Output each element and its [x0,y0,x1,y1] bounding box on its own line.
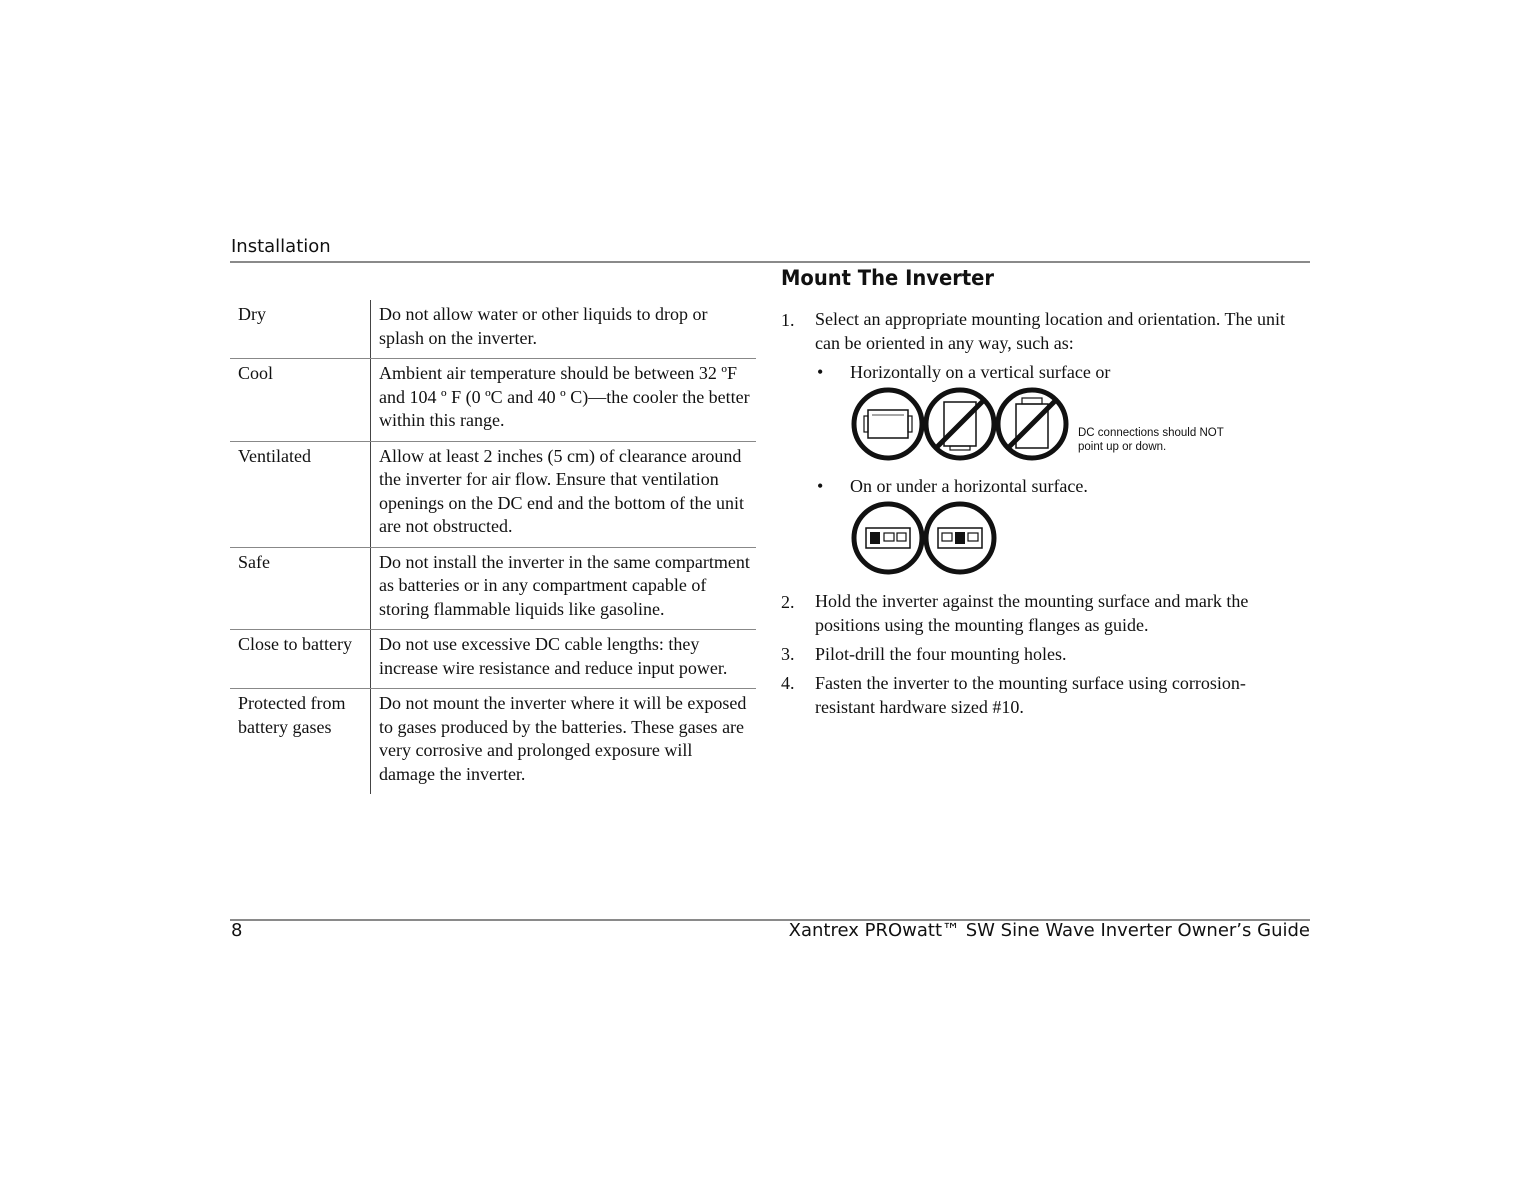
orientation-prohibited-icon [926,390,994,458]
table-term: Protected from battery gases [230,689,371,794]
orientation-prohibited-icon [998,390,1066,458]
figure-note: DC connections should NOT point up or down. [1078,427,1224,453]
table-desc: Do not allow water or other liquids to drop or splash on the inverter. [379,304,708,348]
bullet-text: On or under a horizontal surface. [850,476,1088,496]
bullet-text: Horizontally on a vertical surface or [850,362,1111,382]
step-number: 4. [781,673,795,693]
table-desc: Do not install the inverter in the same compartment as batteries or in any compartment capable of storing flammable liquids like gasoline. [379,551,750,619]
step-number: 2. [781,592,795,612]
step-text: Pilot-drill the four mounting holes. [815,644,1067,664]
table-term: Cool [230,359,371,441]
table-term: Ventilated [230,442,371,547]
table-row [230,630,756,689]
step-text: Select an appropriate mounting location and orientation. The unit can be oriented in any way, such as: [815,309,1286,353]
horizontal-orientation-figure [850,500,1000,578]
table-term: Dry [230,300,371,358]
orientation-ok-icon [854,390,922,458]
bullet-mark: • [817,362,824,382]
table-row [230,359,756,442]
vertical-orientation-figure [850,386,1070,464]
bullet-mark: • [817,476,824,496]
table-desc: Allow at least 2 inches (5 cm) of clearance around the inverter for air flow. Ensure that ventilation openings on the DC end and the bottom of the unit are not obstructed. [379,445,744,536]
step-number: 1. [781,310,795,330]
step-text: Hold the inverter against the mounting surface and mark the positions using the mounting flanges as guide. [815,591,1249,635]
table-row [230,442,756,548]
orientation-ok-icon [926,504,994,572]
table-term: Close to battery [230,630,371,688]
step-number: 3. [781,644,795,664]
guide-title: Xantrex PROwatt™ SW Sine Wave Inverter Owner’s Guide [788,920,1310,941]
step-text: Fasten the inverter to the mounting surface using corrosion-resistant hardware sized #10. [815,673,1246,717]
running-header: Installation [231,236,331,257]
table-row [230,548,756,631]
table-row [230,689,756,794]
table-desc: Do not mount the inverter where it will be exposed to gases produced by the batteries. These gases are very corrosive and prolonged exposure will damage the inverter. [379,693,747,784]
page-number: 8 [231,920,243,941]
table-desc: Do not use excessive DC cable lengths: they increase wire resistance and reduce input power. [379,634,728,678]
orientation-ok-icon [854,504,922,572]
location-requirements-table [230,300,756,794]
section-title: Mount The Inverter [781,266,995,290]
table-term: Safe [230,548,371,630]
table-row [230,300,756,359]
header-rule [230,261,1310,263]
table-desc: Ambient air temperature should be between 32 ºF and 104 º F (0 ºC and 40 º C)—the cooler the better within this range. [379,363,750,430]
